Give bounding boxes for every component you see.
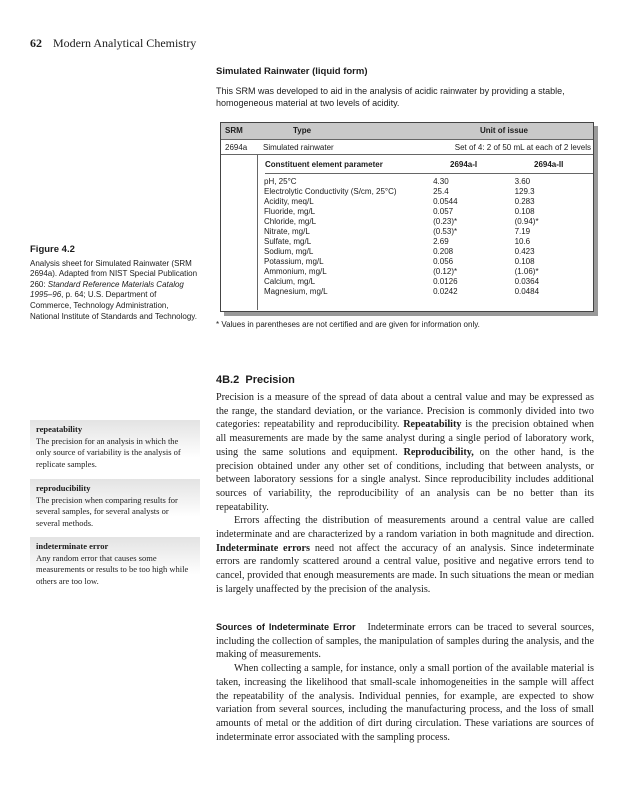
parameter-name: Magnesium, mg/L [264,287,328,296]
text-run: Indeterminate errors can be traced to several sources, including the collection of samples, the manipulation of samples during the analysis, and the making of measurements. [216,622,594,661]
caption-text: Analysis sheet for Simulated Rainwater (SRM 2694a). Adapted from NIST Special Publication 260: [30,258,198,289]
level1-value: (0.53)* [433,227,458,236]
level2-value: 10.6 [514,237,531,246]
level2-value: 0.0484 [514,287,540,296]
level2-value: 0.283 [514,197,535,206]
level2-value: 0.0364 [514,277,540,286]
parameter-name: Potassium, mg/L [264,257,324,266]
section-number: 4B.2 [216,374,240,386]
srm-id: 2694a [225,143,248,152]
parameter-name: Ammonium, mg/L [264,267,327,276]
figure-intro: This SRM was developed to aid in the analysis of acidic rainwater by providing a stable, homogeneous material at two levels of acidity. [216,86,565,108]
level1-value: 2.69 [433,237,449,246]
level1-value: 0.0544 [433,197,458,206]
margin-note-repeatability [30,420,200,474]
parameter-row [264,227,592,237]
level1-value: 0.056 [433,257,454,266]
paragraph: When collecting a sample, for instance, only a small portion of the available material is taken, increasing the likelihood that small-scale inhomogeneities in the sample will affect the repeatability of the analysis. Individual pennies, for example, are expected to show variation from several sources, including the manufacturing process, and the loss of small amounts of metal or the addition of dirt during circulation. These variations are sources of indeterminate error associated with the sampling process. [216,663,594,743]
level1-value: 0.208 [433,247,454,256]
level2-value: 7.19 [514,227,531,236]
text-run: Precision is a measure of the spread of data about a central value and may be expressed as the range, the standard deviation, or the variance. Precision is commonly divided into two categories: repeatability and reproducibility. [216,392,594,431]
margin-definition: The precision when comparing results for several samples, for several analysts or several methods. [36,494,178,528]
parameter-name: Nitrate, mg/L [264,227,310,236]
level2-header: 2694a-II [534,160,564,169]
col-unit-header: Unit of issue [480,126,529,135]
param-header: Constituent element parameter [265,160,383,169]
paragraph [216,514,594,596]
figure-label: Figure 4.2 [30,244,75,255]
parameter-name: Sodium, mg/L [264,247,314,256]
parameter-row [264,207,592,217]
level2-value: (0.94)* [514,217,539,226]
srm-header-row [221,123,593,139]
margin-term: repeatability [36,424,83,434]
level2-value: 3.60 [514,177,531,186]
text-run: on the other hand, is the precision obtained under any other set of conditions, including that between analysts, or between laboratory sessions for a single analyst. Since reproducibility includes additional sources of variability, the reproducibility of an analysis can be no better than its repeatability. [216,446,594,513]
parameter-name: Electrolytic Conductivity (S/cm, 25°C) [264,187,397,196]
margin-term: reproducibility [36,483,91,493]
parameter-name: pH, 25°C [264,177,297,186]
col-srm-header: SRM [225,126,243,135]
parameter-row [264,247,592,257]
parameter-row [264,267,592,277]
level1-value: (0.23)* [433,217,458,226]
parameter-name: Fluoride, mg/L [264,207,316,216]
margin-note-indeterminate-error [30,537,200,591]
caption-italic: Standard Reference Materials Catalog 1995–96 [30,279,184,300]
parameter-name: Acidity, meq/L [264,197,314,206]
text-run: need not affect the accuracy of an analysis. Since indeterminate errors are randomly scattered around a central value, positive and negative errors tend to cancel, provided that enough measurements are made. In such situations the mean or median is largely unaffected by the precision of the analysis. [216,542,594,595]
parameter-row [264,217,592,227]
level2-value: (1.06)* [514,267,539,276]
subsection-heading: Sources of Indeterminate Error [216,622,356,632]
figure-title: Simulated Rainwater (liquid form) [216,66,368,77]
body-block-1 [216,391,594,597]
parameter-row [264,237,592,247]
parameter-row [264,187,592,197]
section-heading [216,374,295,386]
margin-definition: The precision for an analysis in which the only source of variability is the analysis of replicate samples. [36,435,181,469]
page-number: 62 [30,36,42,50]
margin-note-reproducibility [30,479,200,533]
parameter-table-body [264,177,592,297]
caption-text: , p. 64; U.S. Department of Commerce, Technology Administration, National Institute of Standards and Technology. [30,290,197,321]
divider [221,139,593,140]
divider [265,173,593,174]
bold-term: Indeterminate errors [216,542,311,554]
vertical-divider [257,154,258,310]
margin-definition: Any random error that causes some measurements or results to be too high while others are too low. [36,552,189,586]
running-header [30,36,196,51]
parameter-row [264,277,592,287]
figure-footnote: * Values in parentheses are not certified and are given for information only. [216,320,480,329]
bold-term: Reproducibility, [403,446,474,458]
paragraph [216,621,594,662]
level1-value: 0.0242 [433,287,458,296]
parameter-name: Sulfate, mg/L [264,237,312,246]
parameter-name: Chloride, mg/L [264,217,317,226]
divider [221,154,593,155]
body-block-2 [216,621,594,744]
level2-value: 129.3 [514,187,535,196]
parameter-row [264,197,592,207]
level1-value: 0.0126 [433,277,458,286]
parameter-table [264,177,592,297]
section-title: Precision [245,374,295,386]
srm-unit: Set of 4: 2 of 50 mL at each of 2 levels [454,143,591,152]
bold-term: Repeatability [403,419,462,431]
level1-value: 4.30 [433,177,449,186]
margin-term: indeterminate error [36,541,109,551]
level1-value: (0.12)* [433,267,458,276]
parameter-row [264,287,592,297]
parameter-row [264,177,592,187]
parameter-name: Calcium, mg/L [264,277,316,286]
level1-header: 2694a-I [450,160,478,169]
figure-caption [30,245,198,322]
text-run: Errors affecting the distribution of measurements around a central value are called indeterminate and are characterized by a random variation in both magnitude and direction. [216,515,594,541]
level2-value: 0.108 [514,257,535,266]
text-run: is the precision obtained when all measurements are made by the same analyst during a single period of laboratory work, using the same solutions and equipment. [216,419,594,458]
col-type-header: Type [293,126,312,135]
level1-value: 0.057 [433,207,454,216]
book-title: Modern Analytical Chemistry [53,36,197,50]
paragraph [216,391,594,514]
srm-type: Simulated rainwater [263,143,334,152]
parameter-row [264,257,592,267]
level1-value: 25.4 [433,187,449,196]
level2-value: 0.108 [514,207,535,216]
level2-value: 0.423 [514,247,535,256]
